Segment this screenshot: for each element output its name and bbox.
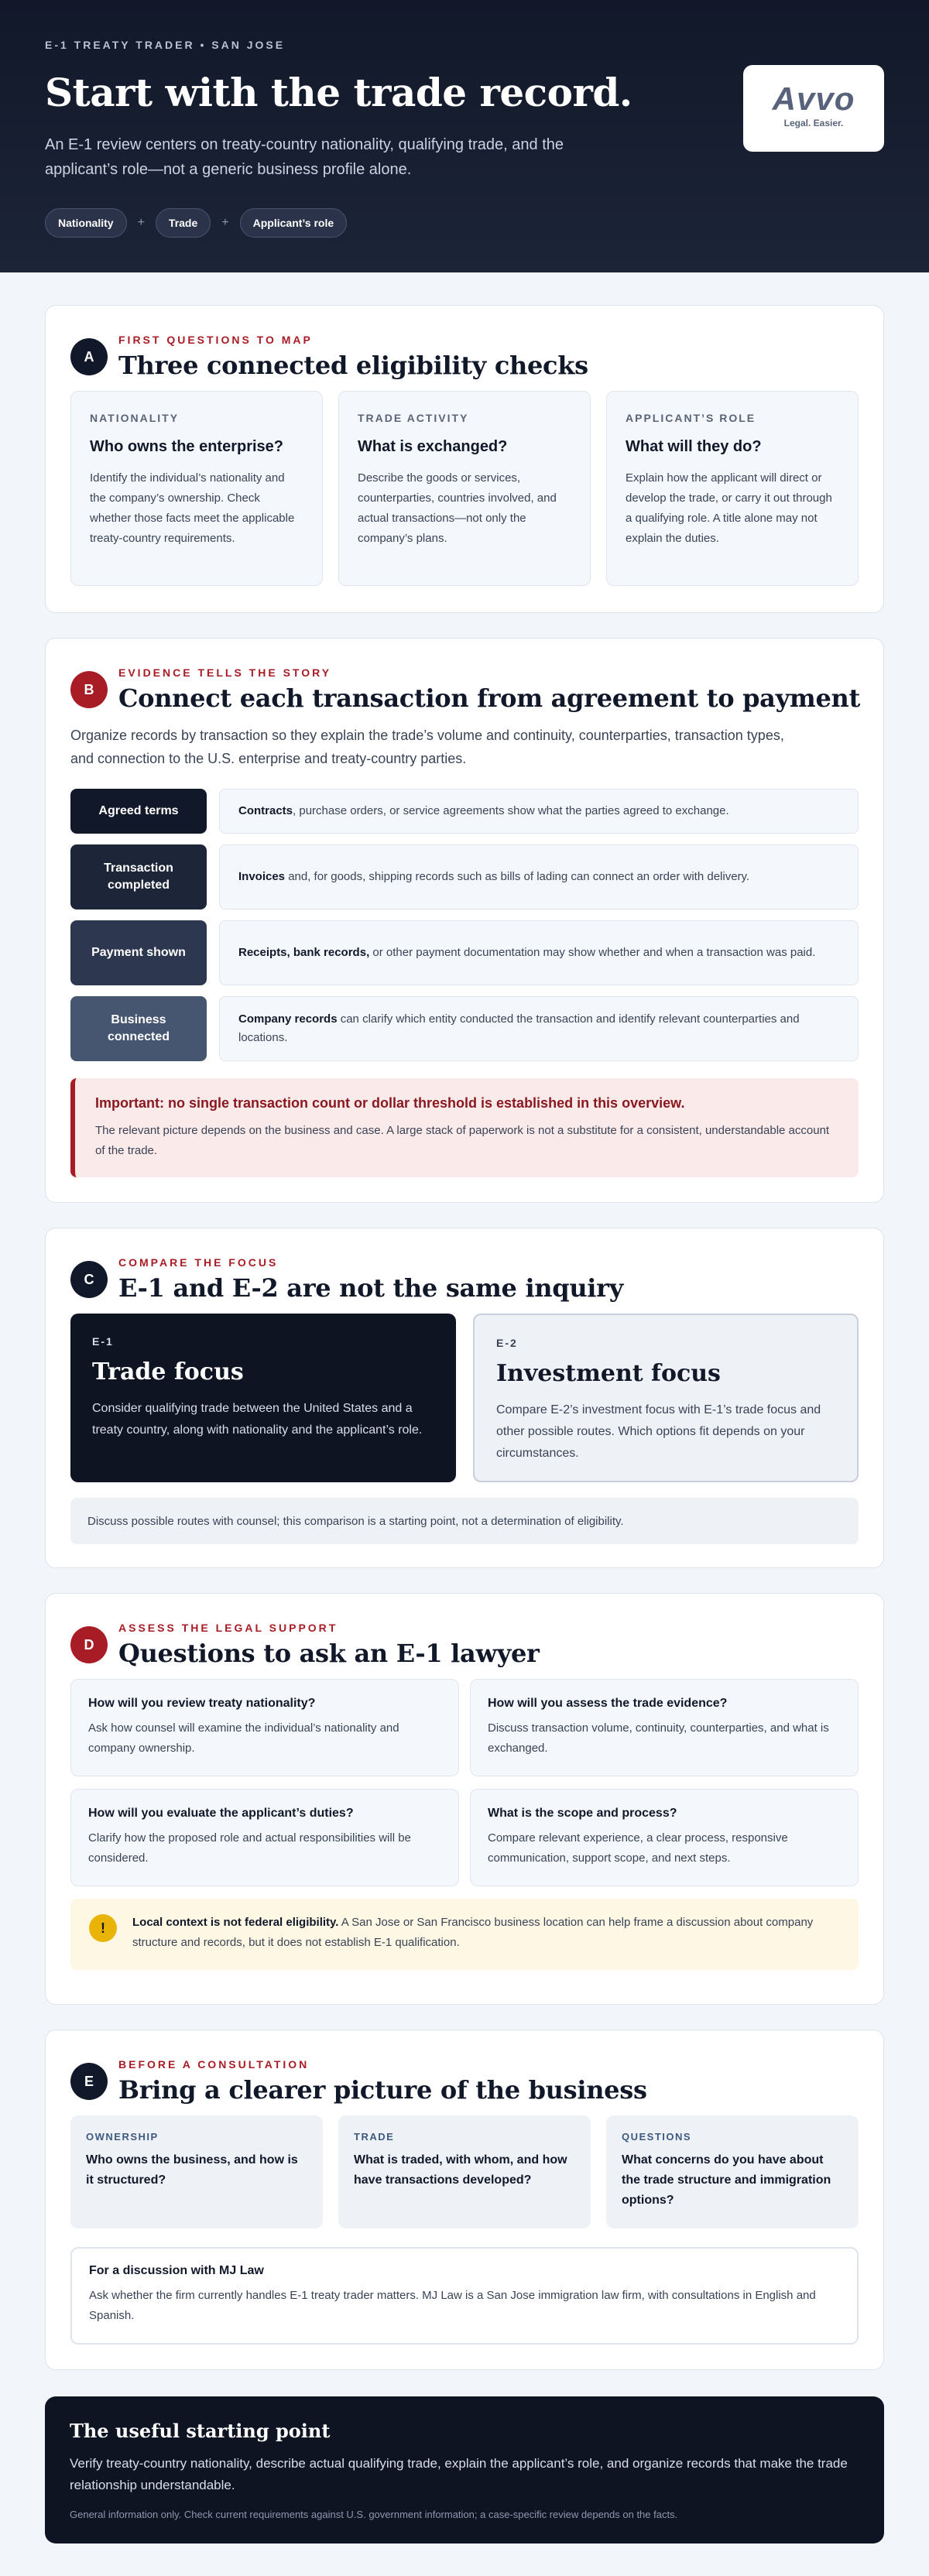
step-description: Receipts, bank records, or other payment documentation may show whether and when a transaction was paid. xyxy=(219,920,859,985)
question-title: What is the scope and process? xyxy=(488,1807,677,1820)
section-title: Bring a clearer picture of the business xyxy=(118,2075,647,2105)
tile-trade xyxy=(338,2115,591,2228)
card-title: Investment focus xyxy=(496,1360,721,1387)
section-kicker: BEFORE A CONSULTATION xyxy=(118,2058,310,2071)
visa-comparison xyxy=(70,1314,859,1482)
tile-questions xyxy=(606,2115,859,2228)
important-callout xyxy=(70,1078,859,1177)
important-title: Important: no single transaction count or dollar threshold is established in this overview. xyxy=(95,1095,685,1111)
logo-wordmark: Avvo xyxy=(772,80,855,117)
section-evidence xyxy=(45,638,884,1203)
section-title: E-1 and E-2 are not the same inquiry xyxy=(118,1273,624,1303)
step-description: Invoices and, for goods, shipping records such as bills of lading can connect an order with delivery. xyxy=(219,844,859,909)
hero-subtitle: An E-1 review centers on treaty-country nationality, qualifying trade, and the applicant’s role—not a generic business profile alone. xyxy=(45,136,564,178)
question-grid xyxy=(70,1679,859,1899)
card-kicker: E-2 xyxy=(496,1337,518,1349)
card-body: Consider qualifying trade between the United States and a treaty country, along with nationality and the applicant’s role. xyxy=(92,1402,423,1437)
hero-kicker: E-1 TREATY TRADER • SAN JOSE xyxy=(45,39,286,51)
section-letter-badge: B xyxy=(70,671,108,708)
pill-applicant-role: Applicant’s role xyxy=(240,208,348,238)
section-letter-badge: A xyxy=(70,338,108,375)
logo-tagline: Legal. Easier. xyxy=(783,118,844,128)
question-body: Ask how counsel will examine the individual’s nationality and company ownership. xyxy=(88,1721,399,1755)
question-title: How will you evaluate the applicant’s duties? xyxy=(88,1807,354,1820)
eligibility-tiles xyxy=(70,391,859,586)
step-description: Company records can clarify which entity conducted the transaction and identify relevant counterparties and locations. xyxy=(219,996,859,1061)
question-card xyxy=(70,1789,459,1886)
plus-icon: + xyxy=(221,216,229,229)
step-label: Agreed terms xyxy=(70,789,207,834)
mj-law-body: Ask whether the firm currently handles E-1 treaty trader matters. MJ Law is a San Jose immigration law firm, with consultations in English and Spanish. xyxy=(89,2289,816,2322)
section-header xyxy=(70,666,860,713)
avvo-logo[interactable] xyxy=(743,65,884,152)
section-eligibility-checks xyxy=(45,305,884,613)
section-title: Three connected eligibility checks xyxy=(118,351,588,380)
question-card xyxy=(470,1789,859,1886)
section-letter-badge: D xyxy=(70,1626,108,1663)
step-label: Transaction completed xyxy=(70,844,207,909)
tile-applicant-role xyxy=(606,391,859,586)
question-title: How will you review treaty nationality? xyxy=(88,1697,316,1710)
tile-ownership xyxy=(70,2115,323,2228)
local-context-callout xyxy=(70,1899,859,1970)
section-header xyxy=(70,1256,623,1303)
focus-pills xyxy=(45,208,884,238)
tile-title: What is exchanged? xyxy=(358,438,508,455)
section-kicker: ASSESS THE LEGAL SUPPORT xyxy=(118,1622,338,1634)
question-title: How will you assess the trade evidence? xyxy=(488,1697,728,1710)
tile-body: Describe the goods or services, counterparties, countries involved, and actual transactions—not only the company’s plans. xyxy=(358,471,557,545)
question-card xyxy=(70,1679,459,1776)
step-transaction-completed xyxy=(70,844,859,909)
card-body: Compare E-2’s investment focus with E-1’s trade focus and other possible routes. Which options fit depends on your circumstances. xyxy=(496,1403,821,1460)
step-label: Business connected xyxy=(70,996,207,1061)
step-label: Payment shown xyxy=(70,920,207,985)
e1-trade-card xyxy=(70,1314,456,1482)
tile-kicker: TRADE ACTIVITY xyxy=(358,412,469,424)
summary-footer xyxy=(45,2396,884,2543)
step-agreed-terms xyxy=(70,789,859,834)
comparison-note: Discuss possible routes with counsel; this comparison is a starting point, not a determination of eligibility. xyxy=(70,1498,859,1544)
tile-title: Who owns the business, and how is it structured? xyxy=(86,2153,298,2187)
tile-body: Explain how the applicant will direct or develop the trade, or carry it out through a qualifying role. A title alone may not explain the duties. xyxy=(626,471,832,545)
plus-icon: + xyxy=(137,216,145,229)
question-body: Clarify how the proposed role and actual responsibilities will be considered. xyxy=(88,1831,411,1865)
section-kicker: FIRST QUESTIONS TO MAP xyxy=(118,334,313,346)
footer-body: Verify treaty-country nationality, describe actual qualifying trade, explain the applicant’s role, and organize records that make the trade relationship understandable. xyxy=(70,2456,848,2492)
footer-title: The useful starting point xyxy=(70,2420,331,2442)
section-header xyxy=(70,1622,540,1668)
transaction-steps xyxy=(70,789,859,1072)
pill-trade: Trade xyxy=(156,208,211,238)
section-kicker: COMPARE THE FOCUS xyxy=(118,1256,279,1269)
tile-body: Identify the individual’s nationality and the company’s ownership. Check whether those facts meet the applicable treaty-country requirements. xyxy=(90,471,295,545)
section-title: Questions to ask an E-1 lawyer xyxy=(118,1639,540,1668)
tile-title: Who owns the enterprise? xyxy=(90,438,284,455)
local-context-lead: Local context is not federal eligibility. xyxy=(132,1916,339,1929)
local-context-body: A San Jose or San Francisco business location can help frame a discussion about company structure and records, but it does not establish E-1 qualification. xyxy=(132,1916,814,1949)
question-body: Compare relevant experience, a clear process, responsive communication, support scope, and next steps. xyxy=(488,1831,788,1865)
tile-trade-activity xyxy=(338,391,591,586)
tile-title: What will they do? xyxy=(626,438,762,455)
step-business-connected xyxy=(70,996,859,1061)
section-consultation-prep xyxy=(45,2030,884,2370)
step-description: Contracts, purchase orders, or service agreements show what the parties agreed to exchange. xyxy=(219,789,859,834)
tile-kicker: APPLICANT’S ROLE xyxy=(626,412,756,424)
consultation-tiles xyxy=(70,2115,859,2228)
question-card xyxy=(470,1679,859,1776)
card-kicker: E-1 xyxy=(92,1335,114,1348)
section-letter-badge: E xyxy=(70,2063,108,2100)
tile-nationality xyxy=(70,391,323,586)
tile-title: What concerns do you have about the trade structure and immigration options? xyxy=(622,2153,831,2207)
section-lawyer-questions xyxy=(45,1593,884,2005)
section-letter-badge: C xyxy=(70,1261,108,1298)
evidence-intro: Organize records by transaction so they explain the trade’s volume and continuity, counterparties, transaction types, and connection to the U.S. enterprise and treaty-country parties. xyxy=(70,728,784,766)
section-header xyxy=(70,2058,647,2105)
important-body: The relevant picture depends on the business and case. A large stack of paperwork is not a substitute for a consistent, understandable account of the trade. xyxy=(95,1124,830,1157)
section-compare xyxy=(45,1228,884,1568)
e2-investment-card xyxy=(473,1314,859,1482)
hero-header xyxy=(0,0,929,272)
section-header xyxy=(70,334,588,380)
section-kicker: EVIDENCE TELLS THE STORY xyxy=(118,666,332,679)
tile-kicker: NATIONALITY xyxy=(90,412,180,424)
tile-kicker: TRADE xyxy=(354,2131,395,2143)
page-title: Start with the trade record. xyxy=(45,70,632,115)
mj-law-callout xyxy=(70,2247,859,2345)
tile-kicker: OWNERSHIP xyxy=(86,2131,159,2143)
tile-title: What is traded, with whom, and how have transactions developed? xyxy=(354,2153,567,2187)
step-payment-shown xyxy=(70,920,859,985)
section-title: Connect each transaction from agreement to payment xyxy=(118,683,860,713)
warning-icon: ! xyxy=(89,1914,117,1942)
card-title: Trade focus xyxy=(92,1358,244,1386)
tile-kicker: QUESTIONS xyxy=(622,2131,692,2143)
mj-law-title: For a discussion with MJ Law xyxy=(89,2264,264,2277)
pill-nationality: Nationality xyxy=(45,208,127,238)
question-body: Discuss transaction volume, continuity, counterparties, and what is exchanged. xyxy=(488,1721,829,1755)
footer-disclaimer: General information only. Check current requirements against U.S. government information; a case-specific review depends on the facts. xyxy=(70,2509,678,2520)
